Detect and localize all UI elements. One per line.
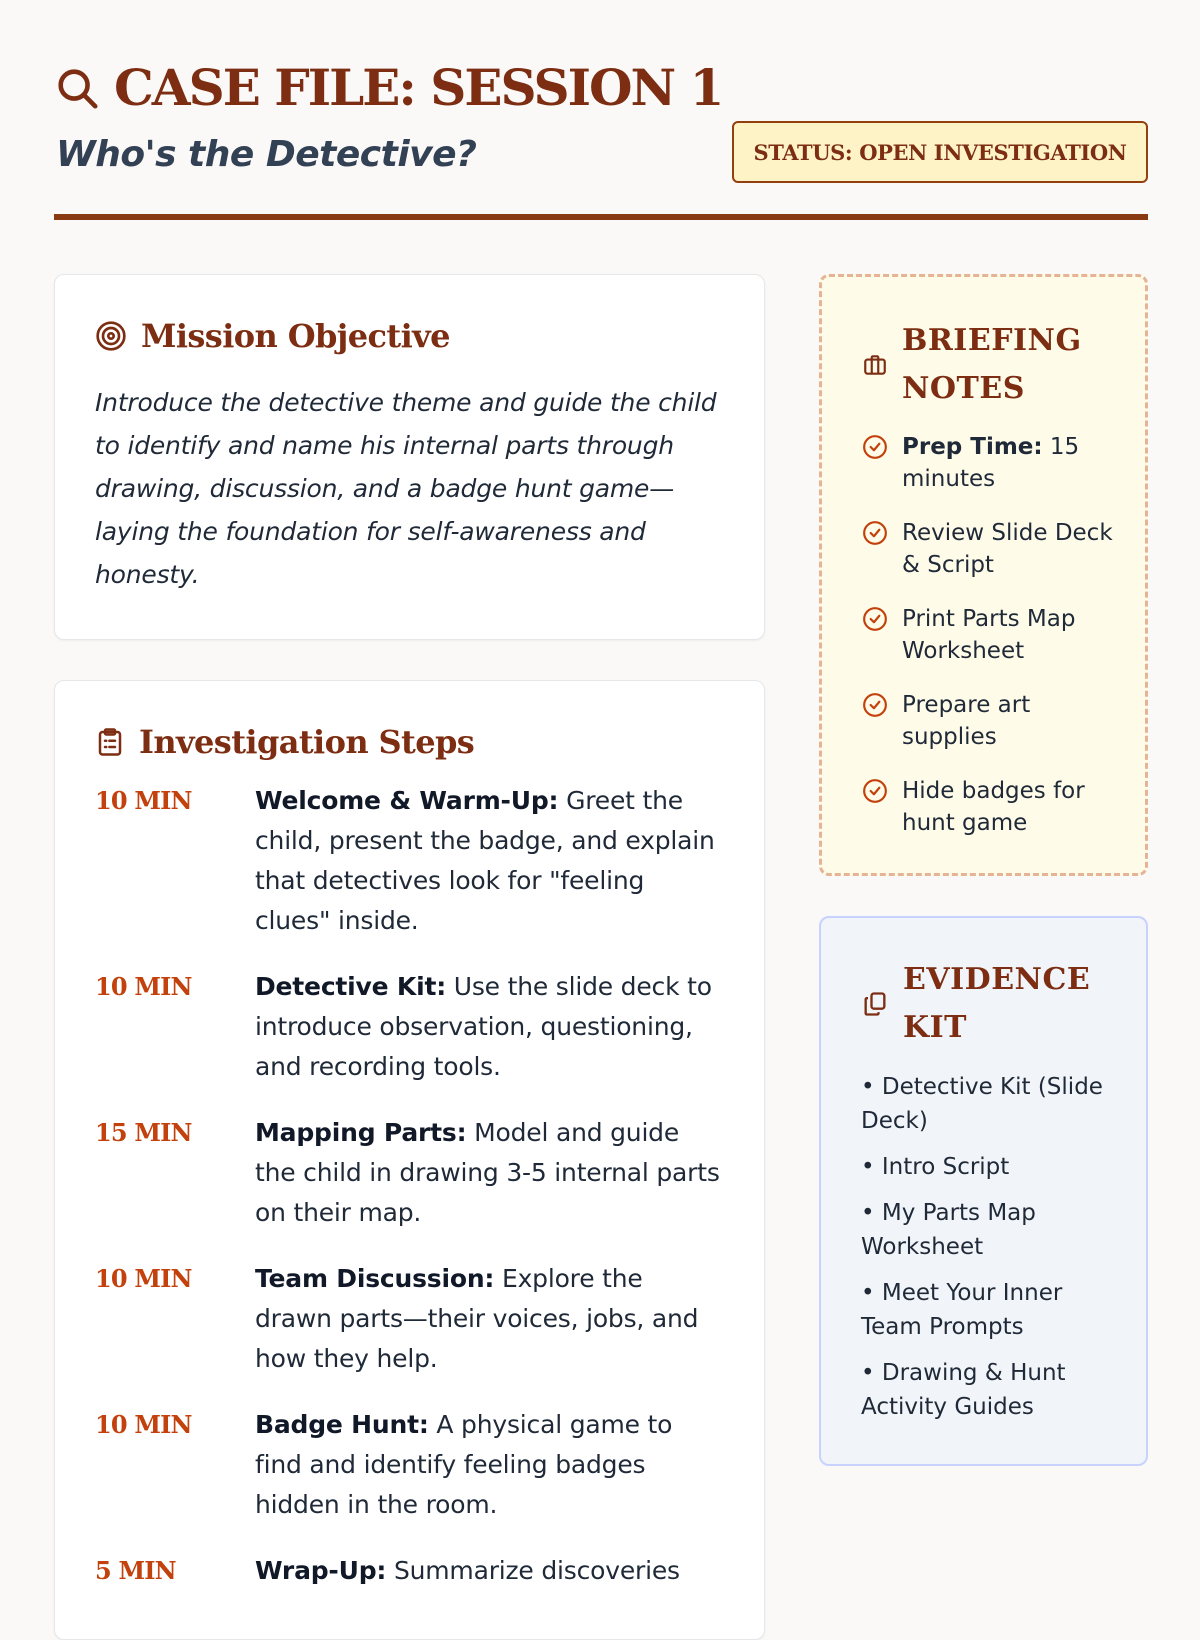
step-item bbox=[95, 1551, 724, 1591]
step-name: Welcome & Warm-Up: bbox=[255, 786, 559, 815]
step-duration: 15 MIN bbox=[95, 1118, 192, 1147]
step-description: Summarize discoveries bbox=[386, 1556, 680, 1585]
header-divider bbox=[54, 214, 1148, 220]
check-circle-icon bbox=[862, 689, 888, 753]
step-duration: 10 MIN bbox=[95, 972, 192, 1001]
step-description: Use the slide deck to introduce observation, questioning, and recording tools. bbox=[255, 972, 712, 1081]
evidence-item: • Meet Your Inner Team Prompts bbox=[861, 1280, 1063, 1340]
step-description: Explore the drawn parts—their voices, jobs, and how they help. bbox=[255, 1264, 699, 1373]
mission-objective-heading bbox=[95, 317, 724, 355]
briefcase-icon bbox=[862, 352, 888, 378]
step-list bbox=[95, 781, 724, 1591]
investigation-steps-card bbox=[54, 680, 765, 1640]
briefing-item bbox=[862, 603, 1113, 667]
investigation-steps-title: Investigation Steps bbox=[139, 723, 475, 761]
step-name: Detective Kit: bbox=[255, 972, 446, 1001]
status-badge: STATUS: OPEN INVESTIGATION bbox=[732, 121, 1148, 183]
check-circle-icon bbox=[862, 517, 888, 581]
step-description: A physical game to find and identify feeling badges hidden in the room. bbox=[255, 1410, 673, 1519]
step-name: Wrap-Up: bbox=[255, 1556, 387, 1585]
evidence-kit-heading bbox=[861, 956, 1112, 1052]
briefing-item-label: Prep Time: bbox=[902, 434, 1043, 460]
clipboard-icon bbox=[95, 726, 125, 758]
mission-objective-text: Introduce the detective theme and guide the child to identify and name his internal parts through drawing, discussion, and a badge hunt game—laying the foundation for self-awareness and honesty. bbox=[95, 388, 717, 589]
step-name: Team Discussion: bbox=[255, 1264, 495, 1293]
step-name: Badge Hunt: bbox=[255, 1410, 429, 1439]
step-item bbox=[95, 1259, 724, 1379]
page-subtitle: Who's the Detective? bbox=[56, 134, 477, 175]
copy-icon bbox=[861, 990, 889, 1018]
briefing-item-text: 15 minutes bbox=[902, 434, 1080, 492]
briefing-item bbox=[862, 431, 1113, 495]
step-description: Model and guide the child in drawing 3-5 internal parts on their map. bbox=[255, 1118, 720, 1227]
briefing-list bbox=[862, 431, 1113, 839]
step-item bbox=[95, 1405, 724, 1525]
briefing-notes-heading bbox=[862, 317, 1113, 413]
step-duration: 5 MIN bbox=[95, 1556, 176, 1585]
briefing-item-text: Hide badges for hunt game bbox=[902, 778, 1085, 836]
step-name: Mapping Parts: bbox=[255, 1118, 467, 1147]
evidence-item: • Drawing & Hunt Activity Guides bbox=[861, 1360, 1066, 1420]
evidence-item: • My Parts Map Worksheet bbox=[861, 1200, 1036, 1260]
step-item bbox=[95, 781, 724, 941]
page-title: CASE FILE: SESSION 1 bbox=[114, 58, 723, 117]
evidence-list bbox=[861, 1070, 1112, 1424]
briefing-notes-title: BRIEFING NOTES bbox=[902, 323, 1082, 406]
mission-objective-card bbox=[54, 274, 765, 640]
step-duration: 10 MIN bbox=[95, 1264, 192, 1293]
briefing-item-text: Print Parts Map Worksheet bbox=[902, 606, 1076, 664]
page-header bbox=[54, 58, 1148, 220]
step-duration: 10 MIN bbox=[95, 786, 192, 815]
briefing-item bbox=[862, 517, 1113, 581]
step-duration: 10 MIN bbox=[95, 1410, 192, 1439]
briefing-item-text: Review Slide Deck & Script bbox=[902, 520, 1113, 578]
step-description: Greet the child, present the badge, and explain that detectives look for "feeling clues" inside. bbox=[255, 786, 715, 935]
briefing-item bbox=[862, 689, 1113, 753]
evidence-kit-panel bbox=[819, 916, 1148, 1466]
target-icon bbox=[95, 320, 127, 352]
evidence-item: • Intro Script bbox=[861, 1154, 1010, 1180]
check-circle-icon bbox=[862, 603, 888, 667]
mission-objective-title: Mission Objective bbox=[141, 317, 450, 355]
check-circle-icon bbox=[862, 775, 888, 839]
briefing-item bbox=[862, 775, 1113, 839]
evidence-kit-title: EVIDENCE KIT bbox=[903, 962, 1091, 1045]
step-item bbox=[95, 1113, 724, 1233]
evidence-item: • Detective Kit (Slide Deck) bbox=[861, 1074, 1103, 1134]
magnifier-icon bbox=[54, 65, 100, 111]
step-item bbox=[95, 967, 724, 1087]
check-circle-icon bbox=[862, 431, 888, 495]
briefing-notes-panel bbox=[819, 274, 1148, 876]
briefing-item-text: Prepare art supplies bbox=[902, 692, 1031, 750]
investigation-steps-heading bbox=[95, 723, 724, 761]
